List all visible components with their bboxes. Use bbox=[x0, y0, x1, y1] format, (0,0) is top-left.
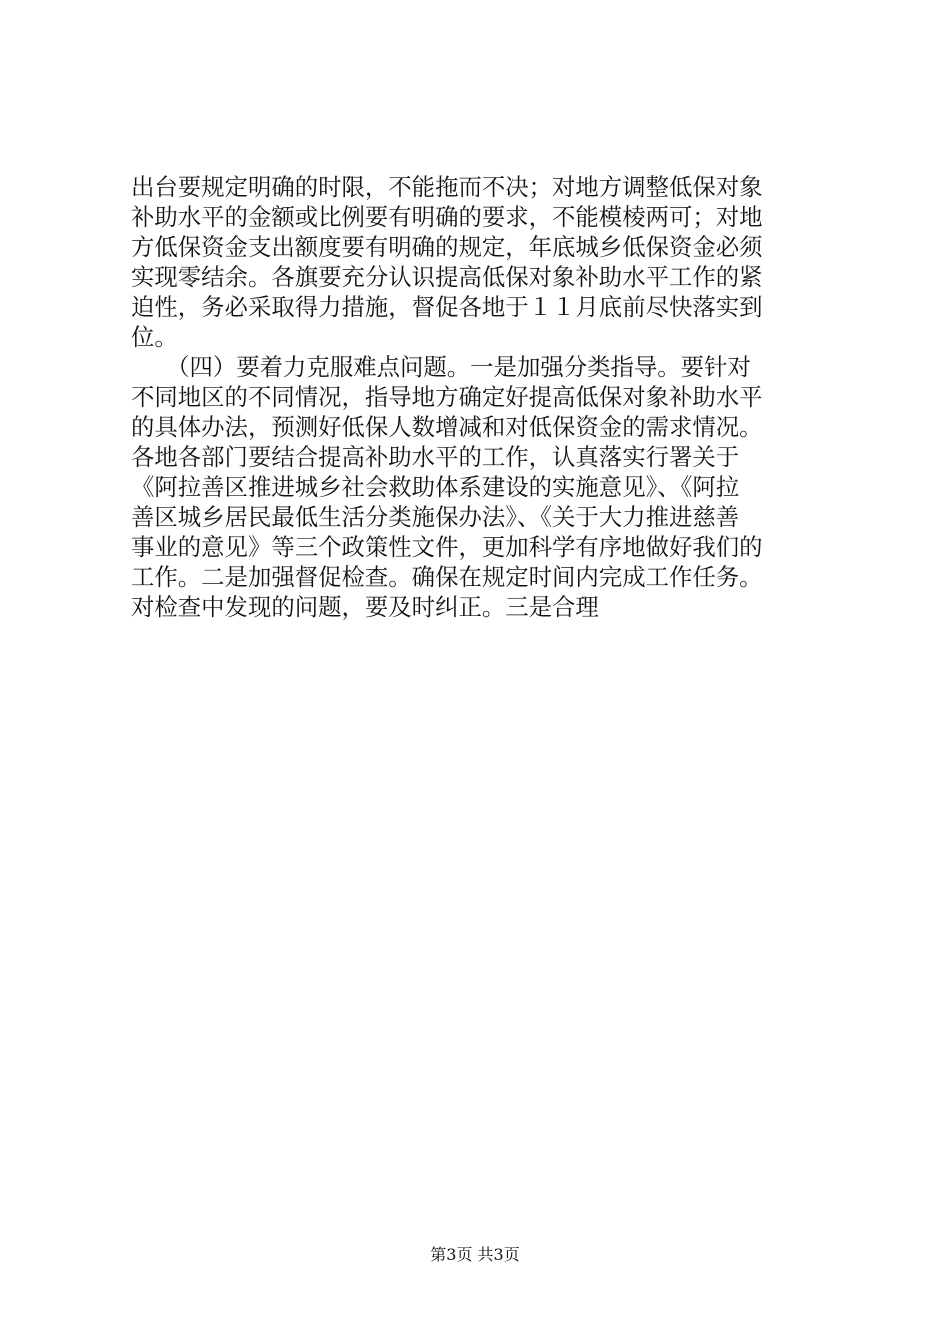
text-line: 不同地区的不同情况，指导地方确定好提高低保对象补助水平 bbox=[131, 383, 763, 411]
text-line: 善区城乡居民最低生活分类施保办法》、《关于大力推进慈善 bbox=[131, 503, 740, 531]
body-text bbox=[131, 172, 831, 622]
text-line: 迫性，务必采取得力措施，督促各地于１１月底前尽快落实到 bbox=[131, 293, 763, 321]
text-line: 实现零结余。各旗要充分认识提高低保对象补助水平工作的紧 bbox=[131, 263, 763, 291]
text-line: 补助水平的金额或比例要有明确的要求，不能模棱两可；对地 bbox=[131, 203, 763, 231]
text-line: 各地各部门要结合提高补助水平的工作，认真落实行署关于 bbox=[131, 443, 740, 471]
text-line: 位。 bbox=[131, 323, 178, 351]
text-line: 方低保资金支出额度要有明确的规定，年底城乡低保资金必须 bbox=[131, 233, 763, 261]
text-line: 对检查中发现的问题，要及时纠正。三是合理 bbox=[131, 593, 599, 621]
text-line: （四）要着力克服难点问题。一是加强分类指导。要针对 bbox=[131, 353, 751, 381]
text-line: 出台要规定明确的时限，不能拖而不决；对地方调整低保对象 bbox=[131, 173, 763, 201]
text-line: 工作。二是加强督促检查。确保在规定时间内完成工作任务。 bbox=[131, 563, 763, 591]
text-line: 的具体办法，预测好低保人数增减和对低保资金的需求情况。 bbox=[131, 413, 763, 441]
text-line: 事业的意见》等三个政策性文件，更加科学有序地做好我们的 bbox=[131, 533, 763, 561]
text-line: 《阿拉善区推进城乡社会救助体系建设的实施意见》、《阿拉 bbox=[131, 473, 740, 501]
page-number-footer: 第3页 共3页 bbox=[430, 1245, 520, 1264]
